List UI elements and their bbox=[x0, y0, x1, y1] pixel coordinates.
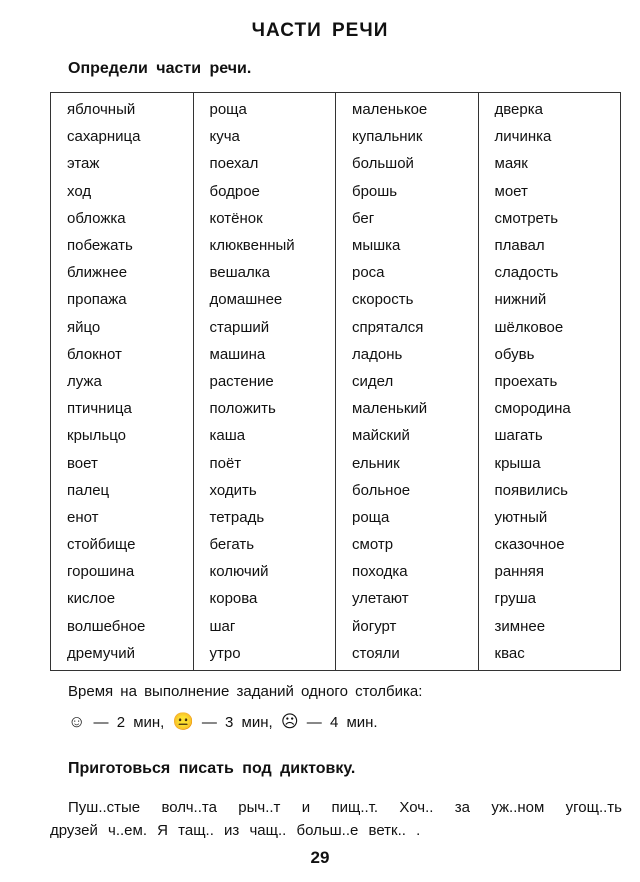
word-cell: плавал bbox=[478, 232, 621, 259]
word-cell: дверка bbox=[478, 93, 621, 124]
word-cell: тетрадь bbox=[193, 504, 336, 531]
table-row bbox=[51, 93, 621, 124]
word-cell: мышка bbox=[336, 232, 479, 259]
dictation-title: Приготовься писать под диктовку. bbox=[68, 760, 356, 777]
word-cell: сказочное bbox=[478, 531, 621, 558]
word-cell: улетают bbox=[336, 585, 479, 612]
table-row bbox=[51, 640, 621, 671]
word-cell: вешалка bbox=[193, 259, 336, 286]
word-cell: роща bbox=[193, 93, 336, 124]
sad-face-icon: ☹ bbox=[280, 712, 299, 731]
table-row bbox=[51, 477, 621, 504]
word-cell: большой bbox=[336, 150, 479, 177]
word-cell: больное bbox=[336, 477, 479, 504]
word-cell: маленькое bbox=[336, 93, 479, 124]
word-cell: этаж bbox=[51, 150, 194, 177]
word-cell: крыша bbox=[478, 449, 621, 476]
word-cell: спрятался bbox=[336, 314, 479, 341]
word-cell: колючий bbox=[193, 558, 336, 585]
word-cell: поёт bbox=[193, 449, 336, 476]
word-cell: крыльцо bbox=[51, 422, 194, 449]
word-cell: личинка bbox=[478, 123, 621, 150]
word-cell: яйцо bbox=[51, 314, 194, 341]
word-cell: роща bbox=[336, 504, 479, 531]
word-cell: сладость bbox=[478, 259, 621, 286]
table-row bbox=[51, 395, 621, 422]
word-cell: бегать bbox=[193, 531, 336, 558]
time-ratings bbox=[68, 712, 378, 732]
word-cell: поехал bbox=[193, 150, 336, 177]
table-row bbox=[51, 368, 621, 395]
word-cell: ход bbox=[51, 178, 194, 205]
word-cell: нижний bbox=[478, 286, 621, 313]
word-cell: растение bbox=[193, 368, 336, 395]
word-cell: купальник bbox=[336, 123, 479, 150]
page-number: 29 bbox=[310, 848, 330, 867]
dictation-text bbox=[50, 796, 622, 842]
word-cell: корова bbox=[193, 585, 336, 612]
word-cell: блокнот bbox=[51, 341, 194, 368]
table-row bbox=[51, 259, 621, 286]
word-cell: походка bbox=[336, 558, 479, 585]
rating-text-2: — 3 мин, bbox=[201, 714, 273, 731]
table-row bbox=[51, 178, 621, 205]
word-cell: утро bbox=[193, 640, 336, 671]
table-row bbox=[51, 286, 621, 313]
word-cell: брошь bbox=[336, 178, 479, 205]
table-row bbox=[51, 123, 621, 150]
table-row bbox=[51, 558, 621, 585]
word-cell: яблочный bbox=[51, 93, 194, 124]
word-cell: груша bbox=[478, 585, 621, 612]
word-cell: дремучий bbox=[51, 640, 194, 671]
word-cell: шаг bbox=[193, 613, 336, 640]
word-cell: зимнее bbox=[478, 613, 621, 640]
word-cell: сахарница bbox=[51, 123, 194, 150]
word-cell: смородина bbox=[478, 395, 621, 422]
word-cell: ладонь bbox=[336, 341, 479, 368]
word-cell: машина bbox=[193, 341, 336, 368]
word-cell: бег bbox=[336, 205, 479, 232]
table-row bbox=[51, 585, 621, 612]
time-note: Время на выполнение заданий одного столбика: bbox=[68, 683, 423, 700]
word-cell: шёлковое bbox=[478, 314, 621, 341]
word-cell: стойбище bbox=[51, 531, 194, 558]
word-cell: пропажа bbox=[51, 286, 194, 313]
word-cell: лужа bbox=[51, 368, 194, 395]
word-cell: птичница bbox=[51, 395, 194, 422]
word-cell: домашнее bbox=[193, 286, 336, 313]
word-cell: ельник bbox=[336, 449, 479, 476]
word-cell: обложка bbox=[51, 205, 194, 232]
table-row bbox=[51, 504, 621, 531]
word-cell: маленький bbox=[336, 395, 479, 422]
word-cell: сидел bbox=[336, 368, 479, 395]
table-row bbox=[51, 341, 621, 368]
word-cell: квас bbox=[478, 640, 621, 671]
table-row bbox=[51, 422, 621, 449]
word-cell: кислое bbox=[51, 585, 194, 612]
word-cell: шагать bbox=[478, 422, 621, 449]
word-cell: обувь bbox=[478, 341, 621, 368]
word-cell: каша bbox=[193, 422, 336, 449]
word-cell: появились bbox=[478, 477, 621, 504]
table-row bbox=[51, 449, 621, 476]
table-row bbox=[51, 613, 621, 640]
table-row bbox=[51, 232, 621, 259]
word-cell: йогурт bbox=[336, 613, 479, 640]
table-row bbox=[51, 150, 621, 177]
table-row bbox=[51, 205, 621, 232]
table-row bbox=[51, 314, 621, 341]
word-cell: роса bbox=[336, 259, 479, 286]
word-cell: скорость bbox=[336, 286, 479, 313]
word-cell: стояли bbox=[336, 640, 479, 671]
word-cell: смотреть bbox=[478, 205, 621, 232]
word-cell: проехать bbox=[478, 368, 621, 395]
word-cell: уютный bbox=[478, 504, 621, 531]
word-cell: палец bbox=[51, 477, 194, 504]
word-cell: положить bbox=[193, 395, 336, 422]
word-cell: майский bbox=[336, 422, 479, 449]
rating-text-1: — 2 мин, bbox=[93, 714, 165, 731]
word-cell: бодрое bbox=[193, 178, 336, 205]
word-cell: енот bbox=[51, 504, 194, 531]
rating-text-3: — 4 мин. bbox=[306, 714, 378, 731]
word-cell: клюквенный bbox=[193, 232, 336, 259]
neutral-face-icon: 😐 bbox=[172, 712, 194, 731]
word-table bbox=[50, 92, 621, 671]
word-cell: волшебное bbox=[51, 613, 194, 640]
word-cell: маяк bbox=[478, 150, 621, 177]
smile-icon: ☺ bbox=[68, 712, 86, 731]
word-cell: ходить bbox=[193, 477, 336, 504]
page-title: ЧАСТИ РЕЧИ bbox=[251, 20, 389, 41]
word-cell: моет bbox=[478, 178, 621, 205]
word-cell: смотр bbox=[336, 531, 479, 558]
word-cell: горошина bbox=[51, 558, 194, 585]
dictation-line: друзей ч..ем. Я тащ.. из чащ.. больш..е ветк.. . bbox=[50, 822, 421, 839]
task-instruction: Определи части речи. bbox=[68, 60, 252, 77]
word-cell: побежать bbox=[51, 232, 194, 259]
word-cell: старший bbox=[193, 314, 336, 341]
word-cell: куча bbox=[193, 123, 336, 150]
word-cell: котёнок bbox=[193, 205, 336, 232]
dictation-line: Пуш..стые волч..та рыч..т и пищ..т. Хоч.. за уж..ном угощ..ть bbox=[68, 799, 622, 816]
word-cell: воет bbox=[51, 449, 194, 476]
table-row bbox=[51, 531, 621, 558]
word-cell: ближнее bbox=[51, 259, 194, 286]
word-cell: ранняя bbox=[478, 558, 621, 585]
